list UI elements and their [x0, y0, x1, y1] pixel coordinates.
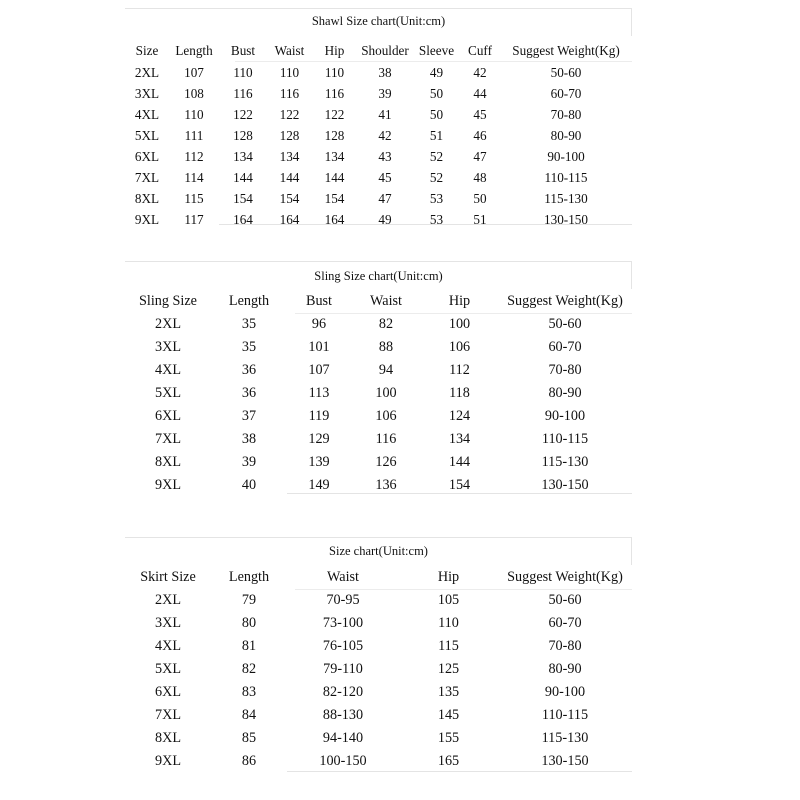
table-cell: 128: [279, 128, 300, 143]
table-cell: 80-90: [550, 128, 582, 143]
column-header-size: Size: [135, 43, 159, 58]
table-cell: 81: [241, 638, 257, 654]
table-cell: 47: [473, 149, 487, 164]
column-header-hip: Hip: [324, 43, 345, 58]
table-cell: 2XL: [154, 316, 181, 332]
table-row: [125, 104, 632, 125]
shawl-size-chart: [125, 8, 632, 228]
table-cell: 107: [308, 362, 330, 378]
table-header-row: [125, 565, 632, 589]
table-row: [125, 83, 632, 104]
column-header-suggest-weight: Suggest Weight(Kg): [512, 43, 620, 58]
table-cell: 110-115: [541, 707, 589, 723]
table-cell: 44: [473, 86, 487, 101]
table-cell: 88: [378, 339, 394, 355]
table-row: [125, 313, 632, 336]
sling-size-table: [125, 289, 632, 497]
chart-title: Size chart(Unit:cm): [329, 544, 428, 558]
chart-title: Shawl Size chart(Unit:cm): [311, 14, 446, 28]
table-cell: 126: [375, 454, 397, 470]
column-header-hip: Hip: [448, 293, 471, 309]
table-row: [125, 658, 632, 681]
table-cell: 41: [378, 107, 392, 122]
table-cell: 38: [378, 65, 392, 80]
table-row: [125, 209, 632, 230]
title-rule: [125, 8, 632, 9]
table-header-row: [125, 40, 632, 62]
table-cell: 5XL: [134, 128, 160, 143]
table-cell: 39: [241, 454, 257, 470]
table-cell: 144: [324, 170, 345, 185]
table-cell: 50-60: [550, 65, 582, 80]
table-cell: 116: [375, 431, 397, 447]
table-cell: 115-130: [544, 191, 588, 206]
table-cell: 94: [378, 362, 394, 378]
table-cell: 165: [437, 753, 460, 769]
table-row: [125, 704, 632, 727]
table-cell: 129: [308, 431, 330, 447]
table-cell: 116: [324, 86, 345, 101]
table-cell: 70-95: [326, 592, 360, 608]
table-cell: 4XL: [134, 107, 160, 122]
table-cell: 118: [449, 385, 470, 401]
table-cell: 9XL: [154, 477, 181, 493]
table-cell: 80: [241, 615, 257, 631]
table-cell: 7XL: [154, 431, 181, 447]
bottom-rule: [287, 771, 632, 772]
table-cell: 125: [437, 661, 460, 677]
table-cell: 117: [184, 212, 204, 227]
table-cell: 86: [241, 753, 257, 769]
table-cell: 128: [233, 128, 253, 143]
table-cell: 8XL: [154, 454, 181, 470]
table-cell: 84: [241, 707, 257, 723]
table-cell: 122: [233, 107, 253, 122]
table-cell: 35: [241, 339, 257, 355]
table-cell: 60-70: [548, 615, 582, 631]
table-cell: 154: [279, 191, 300, 206]
table-cell: 139: [308, 454, 330, 470]
table-cell: 115: [184, 191, 204, 206]
skirt-size-table: [125, 565, 632, 773]
table-cell: 130-150: [541, 753, 589, 769]
table-cell: 52: [429, 149, 444, 164]
column-header-bust: Bust: [305, 293, 333, 309]
column-header-suggest-weight: Suggest Weight(Kg): [507, 293, 623, 309]
table-row: [125, 62, 632, 83]
table-row: [125, 727, 632, 750]
table-cell: 130-150: [541, 477, 589, 493]
table-cell: 5XL: [154, 385, 181, 401]
table-cell: 114: [184, 170, 204, 185]
table-cell: 164: [233, 212, 253, 227]
table-cell: 105: [437, 592, 460, 608]
bottom-rule: [219, 224, 632, 225]
table-cell: 122: [279, 107, 300, 122]
table-row: [125, 635, 632, 658]
table-row: [125, 146, 632, 167]
table-cell: 8XL: [154, 730, 181, 746]
column-header-length: Length: [228, 293, 270, 309]
table-cell: 96: [311, 316, 327, 332]
table-cell: 80-90: [548, 661, 582, 677]
table-cell: 112: [449, 362, 470, 378]
column-header-waist: Waist: [327, 569, 359, 585]
table-cell: 2XL: [154, 592, 181, 608]
table-cell: 110: [324, 65, 345, 80]
title-rule: [125, 261, 632, 262]
table-cell: 107: [184, 65, 204, 80]
table-cell: 134: [324, 149, 345, 164]
column-header-hip: Hip: [437, 569, 460, 585]
column-header-waist: Waist: [370, 293, 402, 309]
table-cell: 46: [473, 128, 487, 143]
table-row: [125, 451, 632, 474]
table-cell: 164: [324, 212, 345, 227]
table-cell: 82: [378, 316, 394, 332]
table-cell: 164: [279, 212, 300, 227]
table-cell: 110: [184, 107, 204, 122]
table-cell: 50-60: [548, 316, 582, 332]
table-cell: 112: [184, 149, 204, 164]
table-cell: 45: [378, 170, 392, 185]
table-cell: 47: [378, 191, 392, 206]
table-cell: 82-120: [322, 684, 364, 700]
table-cell: 79: [241, 592, 257, 608]
skirt-size-chart: [125, 537, 632, 773]
table-cell: 135: [437, 684, 460, 700]
table-cell: 36: [241, 385, 257, 401]
table-cell: 60-70: [548, 339, 582, 355]
column-header-skirt-size: Skirt Size: [140, 569, 196, 585]
table-cell: 2XL: [134, 65, 160, 80]
table-cell: 108: [184, 86, 204, 101]
table-cell: 134: [233, 149, 253, 164]
column-header-shoulder: Shoulder: [361, 43, 409, 58]
table-cell: 3XL: [154, 615, 181, 631]
table-cell: 49: [378, 212, 392, 227]
table-cell: 82: [241, 661, 257, 677]
table-cell: 145: [437, 707, 460, 723]
table-cell: 53: [429, 212, 444, 227]
column-header-length: Length: [228, 569, 270, 585]
table-cell: 90-100: [547, 149, 585, 164]
table-cell: 83: [241, 684, 257, 700]
table-cell: 40: [241, 477, 257, 493]
table-cell: 60-70: [550, 86, 582, 101]
table-cell: 70-80: [548, 362, 582, 378]
table-cell: 134: [448, 431, 471, 447]
table-row: [125, 188, 632, 209]
table-cell: 110-115: [544, 170, 588, 185]
table-cell: 73-100: [322, 615, 364, 631]
table-cell: 124: [448, 408, 471, 424]
table-cell: 9XL: [154, 753, 181, 769]
table-cell: 50-60: [548, 592, 582, 608]
table-cell: 42: [378, 128, 392, 143]
table-cell: 50: [429, 107, 444, 122]
table-cell: 110: [279, 65, 300, 80]
table-cell: 4XL: [154, 362, 181, 378]
column-header-cuff: Cuff: [468, 43, 492, 58]
table-cell: 8XL: [134, 191, 160, 206]
table-cell: 144: [448, 454, 471, 470]
table-cell: 3XL: [154, 339, 181, 355]
table-cell: 116: [279, 86, 300, 101]
table-cell: 134: [279, 149, 300, 164]
table-cell: 110: [438, 615, 459, 631]
table-cell: 110-115: [541, 431, 589, 447]
table-row: [125, 589, 632, 612]
table-cell: 51: [429, 128, 444, 143]
table-cell: 116: [233, 86, 253, 101]
title-rule: [125, 537, 632, 538]
table-cell: 3XL: [134, 86, 160, 101]
column-header-length: Length: [175, 43, 213, 58]
table-cell: 155: [437, 730, 460, 746]
table-cell: 9XL: [134, 212, 160, 227]
table-cell: 144: [279, 170, 300, 185]
table-cell: 6XL: [134, 149, 160, 164]
table-cell: 35: [241, 316, 257, 332]
table-row: [125, 428, 632, 451]
table-cell: 113: [308, 385, 330, 401]
table-cell: 100: [448, 316, 471, 332]
table-cell: 111: [184, 128, 204, 143]
table-row: [125, 405, 632, 428]
sling-size-chart: [125, 261, 632, 496]
table-cell: 70-80: [550, 107, 582, 122]
table-row: [125, 125, 632, 146]
table-cell: 101: [308, 339, 330, 355]
table-cell: 45: [473, 107, 487, 122]
table-cell: 85: [241, 730, 257, 746]
table-cell: 149: [308, 477, 330, 493]
shawl-size-table: [125, 40, 632, 230]
table-cell: 154: [324, 191, 345, 206]
table-cell: 100: [375, 385, 397, 401]
table-cell: 110: [233, 65, 253, 80]
table-cell: 4XL: [154, 638, 181, 654]
table-cell: 130-150: [544, 212, 588, 227]
table-cell: 128: [324, 128, 345, 143]
table-cell: 76-105: [322, 638, 364, 654]
table-row: [125, 359, 632, 382]
table-cell: 6XL: [154, 408, 181, 424]
table-cell: 122: [324, 107, 345, 122]
table-row: [125, 612, 632, 635]
table-row: [125, 750, 632, 773]
table-cell: 94-140: [322, 730, 364, 746]
table-cell: 79-110: [323, 661, 363, 677]
column-header-suggest-weight: Suggest Weight(Kg): [507, 569, 623, 585]
column-header-waist: Waist: [274, 43, 305, 58]
table-cell: 115: [438, 638, 459, 654]
table-cell: 106: [375, 408, 397, 424]
bottom-rule: [287, 493, 632, 494]
table-cell: 115-130: [541, 454, 589, 470]
table-cell: 52: [429, 170, 444, 185]
chart-title: Sling Size chart(Unit:cm): [314, 269, 443, 283]
column-header-sling-size: Sling Size: [139, 293, 197, 309]
table-cell: 90-100: [544, 684, 586, 700]
table-cell: 49: [429, 65, 444, 80]
table-row: [125, 382, 632, 405]
table-cell: 106: [448, 339, 471, 355]
table-cell: 50: [473, 191, 487, 206]
table-cell: 5XL: [154, 661, 181, 677]
table-header-row: [125, 289, 632, 313]
column-header-bust: Bust: [230, 43, 256, 58]
table-cell: 100-150: [319, 753, 367, 769]
table-cell: 7XL: [134, 170, 160, 185]
table-cell: 115-130: [541, 730, 589, 746]
table-row: [125, 681, 632, 704]
table-row: [125, 336, 632, 359]
table-cell: 43: [378, 149, 392, 164]
table-cell: 50: [429, 86, 444, 101]
table-cell: 70-80: [548, 638, 582, 654]
column-header-sleeve: Sleeve: [418, 43, 455, 58]
table-cell: 37: [241, 408, 257, 424]
table-cell: 53: [429, 191, 444, 206]
table-cell: 6XL: [154, 684, 181, 700]
table-cell: 48: [473, 170, 487, 185]
table-cell: 42: [473, 65, 487, 80]
table-cell: 39: [378, 86, 392, 101]
table-row: [125, 167, 632, 188]
table-cell: 144: [233, 170, 253, 185]
table-cell: 7XL: [154, 707, 181, 723]
table-cell: 36: [241, 362, 257, 378]
table-cell: 119: [308, 408, 330, 424]
table-cell: 80-90: [548, 385, 582, 401]
table-cell: 154: [448, 477, 471, 493]
table-cell: 136: [375, 477, 397, 493]
table-cell: 51: [473, 212, 487, 227]
table-cell: 38: [241, 431, 257, 447]
table-cell: 88-130: [322, 707, 364, 723]
table-cell: 90-100: [544, 408, 586, 424]
table-cell: 154: [233, 191, 253, 206]
